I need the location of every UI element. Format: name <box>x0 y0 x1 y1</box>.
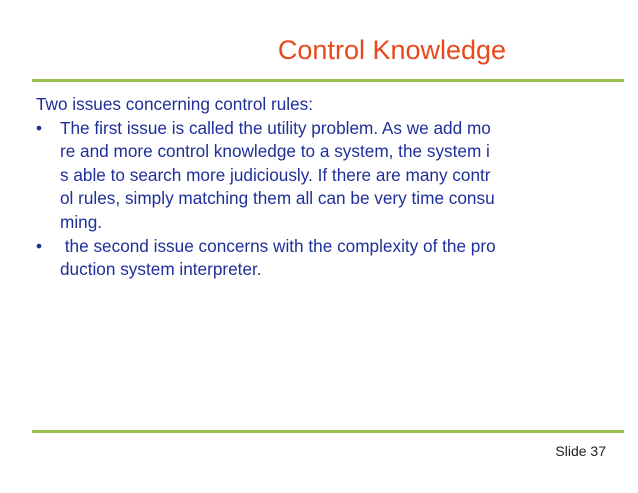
slide-body <box>36 93 606 282</box>
bullet-line <box>36 117 606 141</box>
bullet-item-2 <box>36 235 606 282</box>
bullet-text: the second issue concerns with the complexity of the pro <box>60 235 496 256</box>
intro-text: Two issues concerning control rules: <box>36 94 314 114</box>
slide-number: Slide 37 <box>555 443 606 459</box>
bullet-item-1 <box>36 117 606 235</box>
bullet-line <box>36 235 606 259</box>
bullet-text: The first issue is called the utility problem. As we add mo <box>60 117 491 138</box>
bullet-text: s able to search more judiciously. If there are many contr <box>60 164 491 185</box>
title-divider <box>32 79 624 82</box>
bullet-text: duction system interpreter. <box>60 259 262 280</box>
bullet-text: ol rules, simply matching them all can be very time consu <box>60 188 495 209</box>
slide-title: Control Knowledge <box>277 35 507 65</box>
bullet-marker: • <box>36 117 43 138</box>
bullet-text: ming. <box>60 211 103 232</box>
bullet-marker: • <box>36 235 43 256</box>
footer-divider <box>32 430 624 433</box>
bullet-text: re and more control knowledge to a system, the system i <box>60 141 490 162</box>
